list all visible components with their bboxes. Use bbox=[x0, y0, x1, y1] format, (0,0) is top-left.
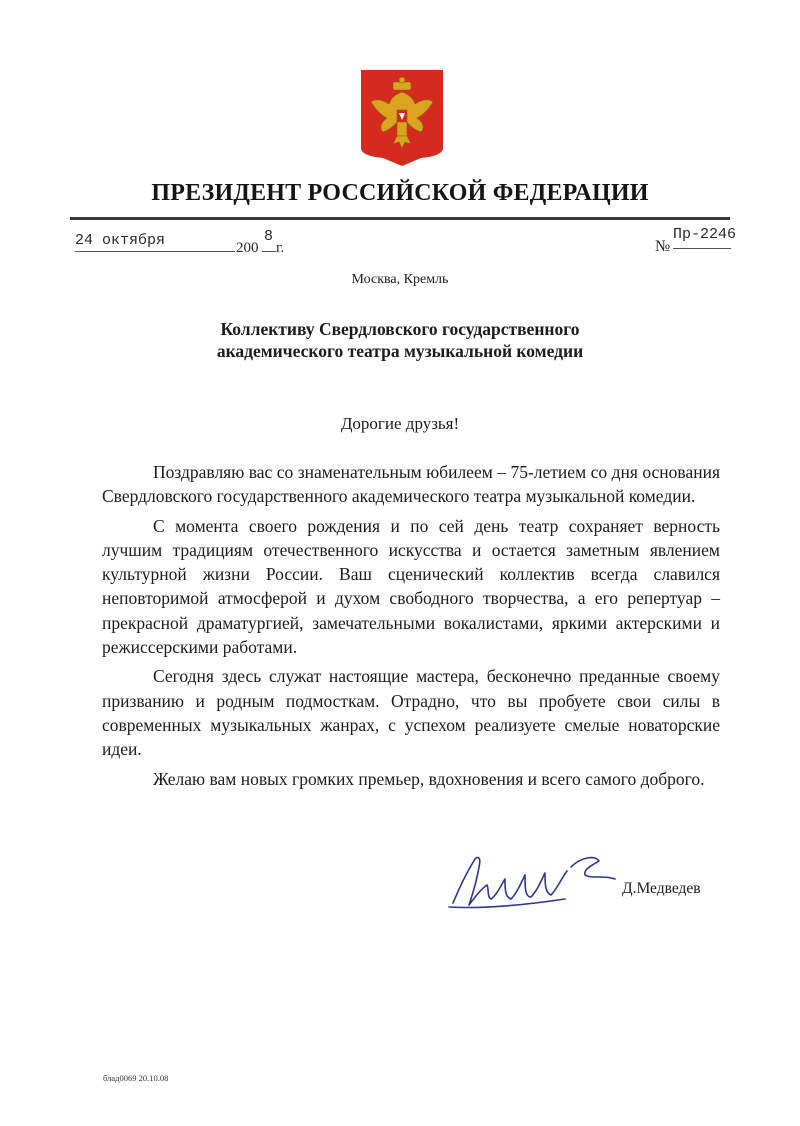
number-underline bbox=[673, 248, 731, 249]
greeting: Дорогие друзья! bbox=[340, 414, 460, 433]
coat-of-arms-icon bbox=[361, 70, 443, 166]
issue-place: Москва, Кремль bbox=[351, 272, 449, 287]
date-year: 8 bbox=[264, 228, 274, 245]
signer-name: Д.Медведев bbox=[622, 880, 701, 897]
paragraph: Желаю вам новых громких премьер, вдохновения и всего самого доброго. bbox=[153, 768, 705, 789]
date-underline bbox=[75, 251, 235, 252]
year-underline bbox=[262, 251, 276, 252]
date-suffix: г. bbox=[276, 240, 285, 256]
footer-code: блад0069 20.10.08 bbox=[103, 1073, 169, 1083]
date-century: 200 bbox=[236, 240, 259, 256]
document-date bbox=[75, 228, 375, 256]
addressee-line-1: Коллективу Свердловского государственного bbox=[220, 319, 580, 339]
number-sign: № bbox=[655, 238, 671, 255]
header-divider bbox=[70, 217, 730, 220]
paragraph: Поздравляю вас со знаменательным юбилеем – 75-летием со дня основания Свердловского государственного академического театра музыкальной комедии. bbox=[102, 462, 720, 507]
document-header-title: ПРЕЗИДЕНТ РОССИЙСКОЙ ФЕДЕРАЦИИ bbox=[151, 180, 649, 206]
addressee bbox=[0, 318, 800, 362]
paragraph: Сегодня здесь служат настоящие мастера, бесконечно преданные своему призванию и родным подмосткам. Отрадно, что вы пробуете свои силы в современных музыкальных жанрах, с успехом реализуете смелые новаторские идеи. bbox=[102, 666, 720, 760]
document-number bbox=[655, 226, 765, 256]
letter-body bbox=[102, 460, 720, 796]
addressee-line-2: академического театра музыкальной комедии bbox=[216, 341, 584, 361]
paragraph: С момента своего рождения и по сей день театр сохраняет верность лучшим традициям отечественного искусства и остается заметным явлением культурной жизни России. Ваш сценический коллектив всегда славился неповторимой атмосферой и духом свободного творчества, а его репертуар – прекрасной драматургией, замечательными вокалистами, яркими актерскими и режиссерскими работами. bbox=[102, 515, 720, 658]
date-day: 24 октября bbox=[75, 232, 166, 249]
number-value: Пр-2246 bbox=[673, 226, 737, 243]
handwritten-signature bbox=[445, 845, 625, 915]
